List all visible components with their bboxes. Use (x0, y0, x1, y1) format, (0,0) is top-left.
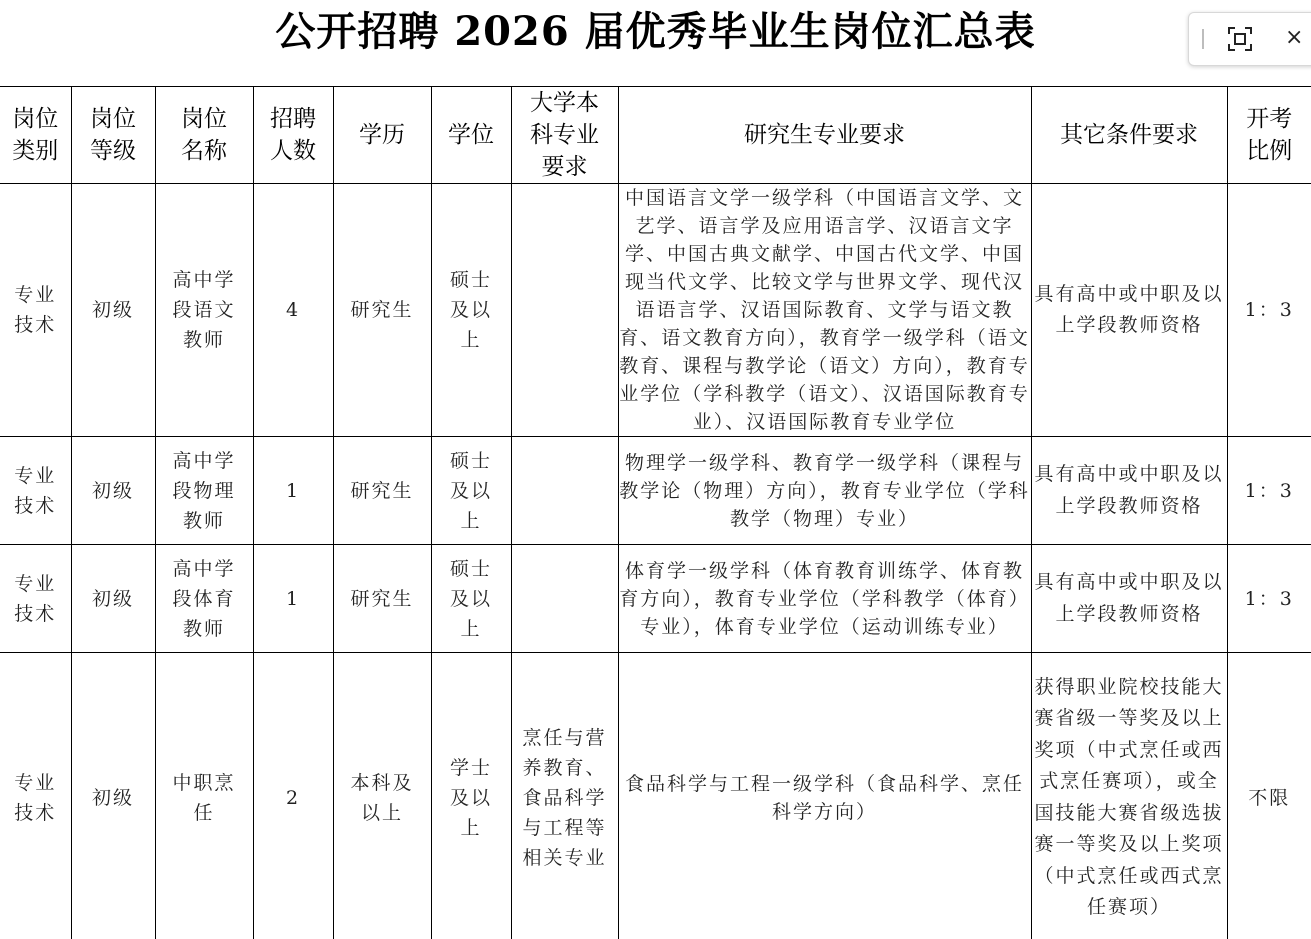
header-category: 岗位类别 (0, 87, 71, 184)
cell-category: 专业技术 (0, 437, 71, 545)
cell-grad-major: 体育学一级学科（体育教育训练学、体育教育方向），教育专业学位（学科教学（体育）专业），体育专业学位（运动训练专业） (618, 545, 1031, 653)
cell-ratio: 1：3 (1227, 184, 1311, 437)
cell-level: 初级 (71, 437, 155, 545)
cell-level: 初级 (71, 545, 155, 653)
cell-count: 2 (253, 653, 333, 939)
cell-category: 专业技术 (0, 184, 71, 437)
cell-degree: 硕士及以上 (431, 437, 511, 545)
table-header-row (0, 87, 1311, 184)
header-count: 招聘人数 (253, 87, 333, 184)
cell-other-conditions: 具有高中或中职及以上学段教师资格 (1031, 545, 1227, 653)
floating-toolbar (1188, 12, 1311, 66)
cell-ratio: 不限 (1227, 653, 1311, 939)
page-title: 公开招聘 2026 届优秀毕业生岗位汇总表 (275, 8, 1036, 55)
header-degree: 学位 (431, 87, 511, 184)
cell-count: 1 (253, 545, 333, 653)
cell-other-conditions: 具有高中或中职及以上学段教师资格 (1031, 184, 1227, 437)
cell-grad-major: 中国语言文学一级学科（中国语言文学、文艺学、语言学及应用语言学、汉语言文字学、中国古典文献学、中国古代文学、中国现当代文学、比较文学与世界文学、现代汉语语言学、汉语国际教育、文学与语文教育、语文教育方向），教育学一级学科（语文教育、课程与教学论（语文）方向），教育专业学位（学科教学（语文）、汉语国际教育专业）、汉语国际教育专业学位 (618, 184, 1031, 437)
cell-category: 专业技术 (0, 545, 71, 653)
cell-degree: 学士及以上 (431, 653, 511, 939)
cell-education: 研究生 (333, 545, 431, 653)
cell-ratio: 1：3 (1227, 437, 1311, 545)
header-education: 学历 (333, 87, 431, 184)
cell-grad-major: 食品科学与工程一级学科（食品科学、烹任科学方向） (618, 653, 1031, 939)
cell-position-name: 高中学段物理教师 (155, 437, 253, 545)
cell-undergrad-major (511, 545, 618, 653)
cell-education: 研究生 (333, 184, 431, 437)
cell-undergrad-major (511, 184, 618, 437)
cell-education: 研究生 (333, 437, 431, 545)
cell-degree: 硕士及以上 (431, 545, 511, 653)
cell-degree: 硕士及以上 (431, 184, 511, 437)
cell-count: 1 (253, 437, 333, 545)
fit-screen-icon[interactable] (1227, 26, 1253, 52)
table-row (0, 437, 1311, 545)
cell-other-conditions: 获得职业院校技能大赛省级一等奖及以上奖项（中式烹任或西式烹任赛项），或全国技能大赛省级选拔赛一等奖及以上奖项（中式烹任或西式烹任赛项） (1031, 653, 1227, 939)
header-ratio: 开考比例 (1227, 87, 1311, 184)
table-row (0, 545, 1311, 653)
cell-grad-major: 物理学一级学科、教育学一级学科（课程与教学论（物理）方向），教育专业学位（学科教学（物理）专业） (618, 437, 1031, 545)
cell-position-name: 中职烹任 (155, 653, 253, 939)
cell-category: 专业技术 (0, 653, 71, 939)
cell-other-conditions: 具有高中或中职及以上学段教师资格 (1031, 437, 1227, 545)
header-grad-major: 研究生专业要求 (618, 87, 1031, 184)
cell-count: 4 (253, 184, 333, 437)
cell-position-name: 高中学段语文教师 (155, 184, 253, 437)
cell-position-name: 高中学段体育教师 (155, 545, 253, 653)
toolbar-divider (1202, 29, 1204, 49)
table-row (0, 653, 1311, 939)
cell-education: 本科及以上 (333, 653, 431, 939)
close-icon[interactable]: × (1285, 25, 1304, 50)
cell-undergrad-major: 烹任与营养教育、食品科学与工程等相关专业 (511, 653, 618, 939)
header-undergrad-major: 大学本科专业要求 (511, 87, 618, 184)
positions-table (0, 86, 1311, 939)
cell-ratio: 1：3 (1227, 545, 1311, 653)
header-other-conditions: 其它条件要求 (1031, 87, 1227, 184)
table-container (0, 86, 1311, 939)
table-row (0, 184, 1311, 437)
cell-undergrad-major (511, 437, 618, 545)
cell-level: 初级 (71, 184, 155, 437)
header-position-name: 岗位名称 (155, 87, 253, 184)
cell-level: 初级 (71, 653, 155, 939)
header-level: 岗位等级 (71, 87, 155, 184)
